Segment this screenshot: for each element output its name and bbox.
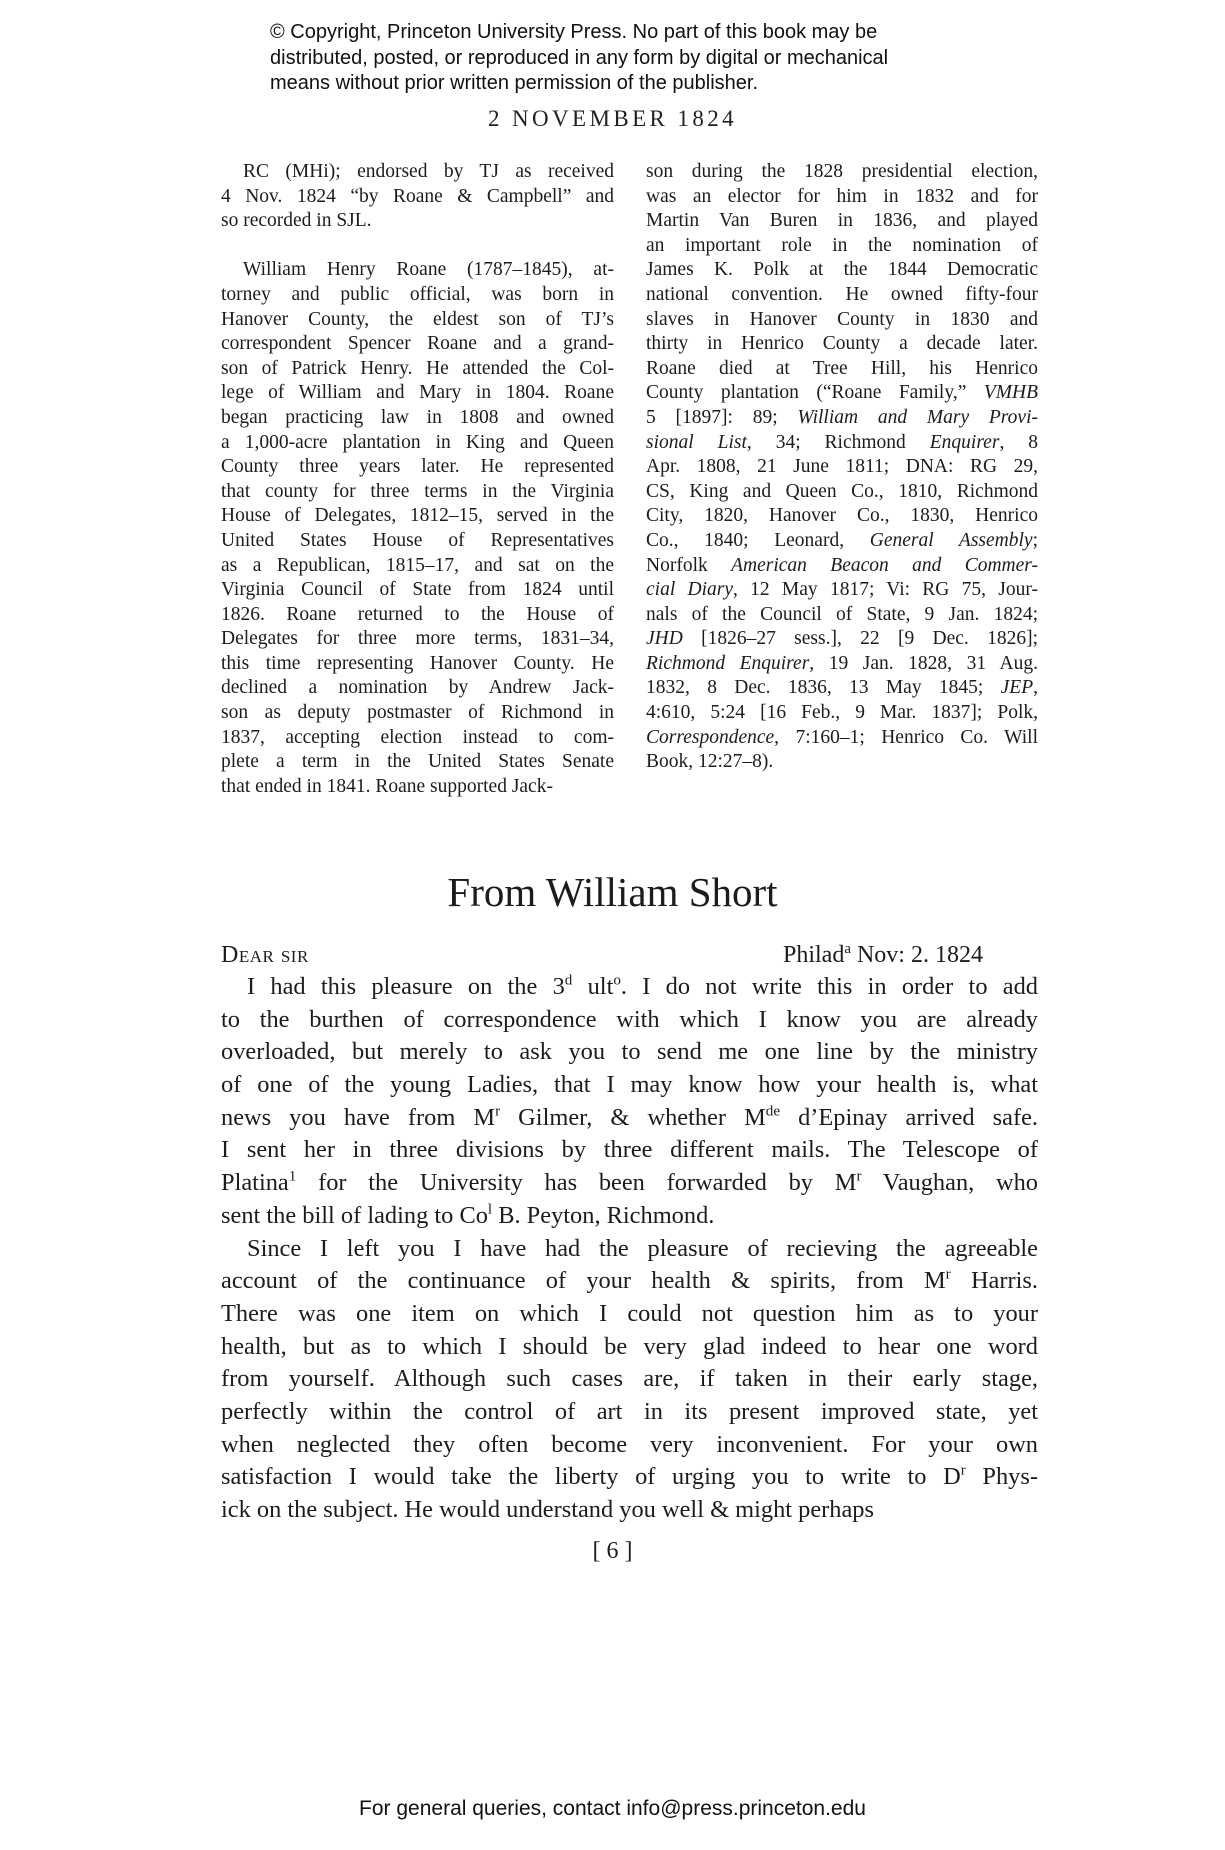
text-run: Phys- bbox=[965, 1463, 1038, 1491]
text-run: . I do not write this in order to add bbox=[620, 973, 1038, 1000]
text-line bbox=[221, 1036, 1038, 1069]
text-run: , 7:160–1; Henrico Co. Will bbox=[774, 726, 1038, 748]
superscript: 1 bbox=[288, 1168, 297, 1185]
superscript: r bbox=[495, 1103, 501, 1120]
text-line bbox=[221, 1331, 1038, 1364]
text-run: [1826–27 sess.], 22 [9 Dec. 1826]; bbox=[682, 628, 1038, 650]
text-line bbox=[221, 504, 614, 529]
text-line bbox=[221, 332, 614, 357]
text-line bbox=[646, 332, 1038, 357]
text-line bbox=[646, 455, 1038, 480]
superscript: l bbox=[487, 1201, 493, 1218]
italic-text: Enquirer bbox=[929, 431, 1000, 453]
text-run: an important role in the nomination of bbox=[646, 234, 1038, 256]
text-run: County plantation (“Roane Family,” bbox=[646, 382, 984, 404]
notes-right-column bbox=[646, 160, 1038, 775]
copyright-line: distributed, posted, or reproduced in any form by digital or mechanical bbox=[270, 46, 889, 69]
text-run: Vaughan, who bbox=[861, 1169, 1039, 1197]
italic-text: Richmond Enquirer bbox=[646, 652, 810, 674]
text-run: Philad bbox=[783, 942, 845, 968]
text-run: , bbox=[1033, 677, 1038, 699]
text-line bbox=[646, 160, 1038, 185]
text-run: that county for three terms in the Virginia bbox=[221, 480, 614, 502]
text-run: Harris. bbox=[950, 1267, 1038, 1295]
text-run: Nov: 2. 1824 bbox=[850, 942, 983, 968]
text-run: son as deputy postmaster of Richmond in bbox=[221, 702, 614, 724]
text-line bbox=[221, 554, 614, 579]
text-run: I had this pleasure on the 3 bbox=[247, 973, 565, 1000]
text-run: Book, 12:27–8). bbox=[646, 751, 774, 773]
text-line bbox=[221, 1461, 1038, 1494]
text-line bbox=[221, 1265, 1038, 1298]
text-run: James K. Polk at the 1844 Democratic bbox=[646, 259, 1038, 281]
text-line bbox=[646, 529, 1038, 554]
text-run: Martin Van Buren in 1836, and played bbox=[646, 210, 1038, 232]
text-run: CS, King and Queen Co., 1810, Richmond bbox=[646, 480, 1038, 502]
text-line bbox=[221, 775, 614, 800]
text-run: Gilmer, & whether M bbox=[500, 1103, 766, 1131]
text-line bbox=[221, 1069, 1038, 1102]
text-line bbox=[646, 652, 1038, 677]
text-line bbox=[221, 480, 614, 505]
text-run: overloaded, but merely to ask you to send me one line by the ministry bbox=[221, 1038, 1038, 1066]
superscript: o bbox=[613, 972, 621, 989]
text-line bbox=[646, 750, 1038, 775]
text-run: County three years later. He represented bbox=[221, 456, 614, 478]
text-run: that ended in 1841. Roane supported Jack- bbox=[221, 775, 553, 797]
text-line bbox=[221, 258, 614, 283]
superscript: a bbox=[844, 940, 851, 957]
text-run: 5 [1897]: 89; bbox=[646, 406, 798, 428]
text-run: d’Epinay arrived safe. bbox=[780, 1103, 1039, 1131]
text-line bbox=[646, 627, 1038, 652]
text-line bbox=[221, 406, 614, 431]
copyright-notice bbox=[270, 20, 1030, 97]
text-run: Hanover County, the eldest son of TJ’s bbox=[221, 308, 614, 330]
text-run: thirty in Henrico County a decade later. bbox=[646, 333, 1038, 355]
text-run: son of Patrick Henry. He attended the Col- bbox=[221, 357, 614, 379]
text-line bbox=[221, 1233, 1038, 1266]
text-run: House of Delegates, 1812–15, served in the bbox=[221, 505, 614, 527]
text-run: account of the continuance of your health & spirits, from M bbox=[221, 1267, 946, 1295]
text-line bbox=[221, 1396, 1038, 1429]
text-line bbox=[221, 1429, 1038, 1462]
running-head: 2 NOVEMBER 1824 bbox=[487, 106, 738, 131]
text-line bbox=[646, 701, 1038, 726]
text-run: I sent her in three divisions by three different mails. The Telescope of bbox=[221, 1136, 1038, 1164]
text-line bbox=[221, 357, 614, 382]
text-line bbox=[221, 185, 614, 210]
text-run: RC (MHi); endorsed by TJ as received bbox=[243, 161, 614, 182]
text-line bbox=[646, 726, 1038, 751]
italic-text: VMHB bbox=[983, 382, 1038, 404]
text-run: for the University has been forwarded by M bbox=[296, 1169, 857, 1197]
italic-text: General Assembly bbox=[869, 529, 1033, 551]
text-run: a 1,000-acre plantation in King and Queen bbox=[221, 431, 614, 453]
text-run: , 8 bbox=[999, 431, 1038, 453]
text-run: , 19 Jan. 1828, 31 Aug. bbox=[809, 652, 1038, 674]
text-run: Apr. 1808, 21 June 1811; DNA: RG 29, bbox=[646, 456, 1038, 478]
superscript: r bbox=[960, 1462, 966, 1479]
text-run: was an elector for him in 1832 and for bbox=[646, 185, 1038, 207]
text-line bbox=[646, 357, 1038, 382]
text-run: news you have from M bbox=[221, 1103, 496, 1131]
italic-text: American Beacon and Commer- bbox=[731, 554, 1038, 576]
italic-text: JHD bbox=[646, 628, 683, 650]
text-run: to the burthen of correspondence with which I know you are already bbox=[221, 1005, 1038, 1033]
text-line bbox=[221, 160, 614, 185]
text-line bbox=[221, 1102, 1038, 1135]
superscript: d bbox=[564, 972, 573, 989]
text-line bbox=[221, 1494, 1038, 1527]
text-run: lege of William and Mary in 1804. Roane bbox=[221, 382, 614, 404]
text-run: son during the 1828 presidential election, bbox=[646, 161, 1038, 182]
text-run: , 12 May 1817; Vi: RG 75, Jour- bbox=[733, 579, 1038, 601]
text-run: torney and public official, was born in bbox=[221, 283, 614, 305]
text-line bbox=[221, 701, 614, 726]
text-line bbox=[646, 603, 1038, 628]
text-line bbox=[646, 578, 1038, 603]
text-run: health, but as to which I should be very glad indeed to hear one word bbox=[221, 1332, 1038, 1360]
text-run: 1826. Roane returned to the House of bbox=[221, 603, 614, 625]
text-line bbox=[221, 603, 614, 628]
text-line bbox=[221, 1004, 1038, 1037]
text-line bbox=[646, 209, 1038, 234]
text-line bbox=[221, 726, 614, 751]
italic-text: Correspondence bbox=[646, 726, 775, 748]
text-run: Delegates for three more terms, 1831–34, bbox=[221, 628, 614, 650]
text-line bbox=[221, 1363, 1038, 1396]
text-line bbox=[221, 455, 614, 480]
text-run: Norfolk bbox=[646, 554, 732, 576]
dateline bbox=[783, 940, 983, 970]
text-run: sent the bill of lading to Co bbox=[221, 1201, 488, 1229]
text-run: United States House of Representatives bbox=[221, 529, 614, 551]
text-run: of one of the young Ladies, that I may know how your health is, what bbox=[221, 1071, 1038, 1099]
text-line bbox=[221, 578, 614, 603]
text-line bbox=[646, 554, 1038, 579]
text-run: Platina bbox=[221, 1169, 289, 1197]
notes-left-column bbox=[221, 160, 614, 799]
page-number: [ 6 ] bbox=[592, 1538, 633, 1564]
text-line bbox=[646, 480, 1038, 505]
letter-body bbox=[221, 971, 1038, 1527]
text-run: City, 1820, Hanover Co., 1830, Henrico bbox=[646, 505, 1038, 527]
salutation: Dear sir bbox=[221, 942, 309, 968]
text-line bbox=[221, 971, 1038, 1004]
text-run: 1837, accepting election instead to com- bbox=[221, 726, 614, 748]
text-run: , 34; Richmond bbox=[746, 431, 930, 453]
text-run: 1832, 8 Dec. 1836, 13 May 1845; bbox=[646, 677, 1001, 699]
copyright-line: means without prior written permission of the publisher. bbox=[270, 72, 759, 94]
text-line bbox=[646, 504, 1038, 529]
text-run: Roane died at Tree Hill, his Henrico bbox=[646, 357, 1038, 379]
text-run: nals of the Council of State, 9 Jan. 1824; bbox=[646, 603, 1038, 625]
italic-text: cial Diary bbox=[646, 579, 734, 601]
text-run: plete a term in the United States Senate bbox=[221, 751, 614, 773]
italic-text: sional List bbox=[646, 431, 747, 453]
text-run: from yourself. Although such cases are, if taken in their early stage, bbox=[221, 1365, 1038, 1393]
text-line bbox=[221, 1134, 1038, 1167]
text-run: William Henry Roane (1787–1845), at- bbox=[243, 259, 614, 281]
text-line bbox=[646, 381, 1038, 406]
text-run: ick on the subject. He would understand you well & might perhaps bbox=[221, 1496, 874, 1523]
text-line bbox=[646, 676, 1038, 701]
text-line bbox=[221, 1298, 1038, 1331]
text-line bbox=[646, 431, 1038, 456]
paragraph-gap bbox=[221, 234, 614, 259]
text-run: Since I left you I have had the pleasure of recieving the agreeable bbox=[247, 1234, 1038, 1262]
text-line bbox=[221, 381, 614, 406]
text-line bbox=[221, 209, 614, 234]
text-run: so recorded in SJL. bbox=[221, 210, 372, 232]
text-run: as a Republican, 1815–17, and sat on the bbox=[221, 554, 614, 576]
text-run: when neglected they often become very inconvenient. For your own bbox=[221, 1430, 1038, 1458]
text-run: Virginia Council of State from 1824 until bbox=[221, 579, 614, 601]
text-run: correspondent Spencer Roane and a grand- bbox=[221, 333, 614, 355]
text-run: began practicing law in 1808 and owned bbox=[221, 406, 614, 428]
text-run: Co., 1840; Leonard, bbox=[646, 529, 870, 551]
text-line bbox=[646, 185, 1038, 210]
text-line bbox=[221, 529, 614, 554]
italic-text: JEP bbox=[1000, 677, 1034, 699]
text-run: There was one item on which I could not question him as to your bbox=[221, 1299, 1038, 1327]
copyright-line: © Copyright, Princeton University Press. No part of this book may be bbox=[270, 21, 878, 43]
text-line bbox=[221, 1200, 1038, 1233]
text-line bbox=[646, 234, 1038, 259]
text-run: perfectly within the control of art in its present improved state, yet bbox=[221, 1397, 1038, 1425]
text-line bbox=[646, 258, 1038, 283]
text-run: B. Peyton, Richmond. bbox=[492, 1201, 715, 1229]
text-line bbox=[646, 406, 1038, 431]
text-line bbox=[646, 308, 1038, 333]
text-line bbox=[221, 676, 614, 701]
superscript: r bbox=[856, 1168, 862, 1185]
text-run: this time representing Hanover County. He bbox=[221, 652, 614, 674]
text-line bbox=[221, 308, 614, 333]
text-run: ; bbox=[1032, 529, 1039, 551]
text-line bbox=[221, 627, 614, 652]
text-line bbox=[221, 431, 614, 456]
text-run: slaves in Hanover County in 1830 and bbox=[646, 308, 1038, 330]
superscript: r bbox=[945, 1266, 951, 1283]
italic-text: William and Mary Provi- bbox=[797, 406, 1038, 428]
text-line bbox=[221, 283, 614, 308]
text-run: satisfaction I would take the liberty of urging you to write to D bbox=[221, 1463, 961, 1491]
letter-title: From William Short bbox=[447, 869, 778, 915]
text-line bbox=[646, 283, 1038, 308]
text-line bbox=[221, 1167, 1038, 1200]
text-run: national convention. He owned fifty-four bbox=[646, 283, 1038, 305]
text-run: ult bbox=[572, 973, 614, 1000]
text-run: 4 Nov. 1824 “by Roane & Campbell” and bbox=[221, 185, 614, 207]
text-line bbox=[221, 652, 614, 677]
text-run: 4:610, 5:24 [16 Feb., 9 Mar. 1837]; Polk, bbox=[646, 702, 1038, 724]
superscript: de bbox=[765, 1103, 781, 1120]
footer-contact: For general queries, contact info@press.princeton.edu bbox=[359, 1797, 866, 1820]
text-line bbox=[221, 750, 614, 775]
text-run: declined a nomination by Andrew Jack- bbox=[221, 677, 614, 699]
